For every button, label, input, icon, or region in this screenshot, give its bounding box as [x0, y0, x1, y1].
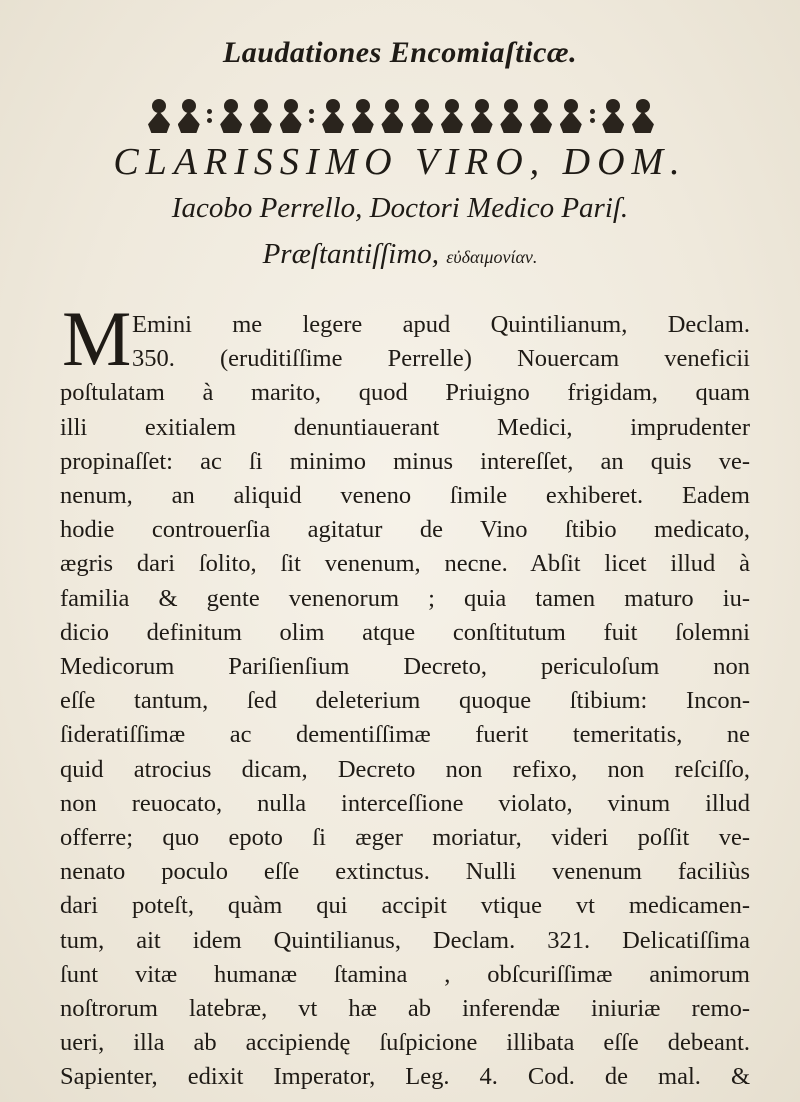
text-line: Emini me legere apud Quintilianum, Declam.	[132, 311, 750, 338]
text-line: nenato poculo eſſe extinctus. Nulli venenum faciliùs	[60, 858, 750, 886]
text-line: noſtrorum latebræ, vt hæ ab inferendæ iniuriæ remo-	[60, 995, 750, 1023]
text-line: nenum, an aliquid veneno ſimile exhiberet. Eadem	[60, 482, 750, 510]
colon-ornament-icon	[590, 109, 595, 123]
fleuron-icon	[500, 99, 522, 133]
epithet-latin: Præſtantiſſimo,	[262, 238, 447, 270]
text-line: offerre; quo epoto ſi æger moriatur, videri poſſit ve-	[60, 824, 750, 852]
text-line: ſideratiſſimæ ac dementiſſimæ fuerit temeritatis, ne	[60, 721, 750, 749]
colon-ornament-icon	[309, 109, 314, 123]
running-head: Laudationes Encomiaſticæ.	[222, 36, 578, 69]
text-line: ueri, illa ab accipiendę ſuſpicione illibata eſſe debeant.	[60, 1029, 750, 1057]
text-line: illi exitialem denuntiauerant Medici, imprudenter	[60, 413, 750, 441]
text-line: tum, ait idem Quintilianus, Declam. 321. Delicatiſſima	[60, 926, 750, 954]
text-line: hodie controuerſia agitatur de Vino ſtibio medicato,	[60, 516, 750, 544]
drop-cap: M	[62, 295, 132, 382]
ornament-band	[148, 96, 654, 136]
text-line: Sapienter, edixit Imperator, Leg. 4. Cod. de mal. &	[60, 1063, 750, 1091]
text-line: poſtulatam à marito, quod Priuigno frigidam, quam	[60, 379, 750, 407]
fleuron-icon	[381, 99, 403, 133]
fleuron-icon	[560, 99, 582, 133]
fleuron-icon	[632, 99, 654, 133]
text-line: ſunt vitæ humanæ ſtamina , obſcuriſſimæ animorum	[60, 960, 750, 988]
dedicatee-name: Iacobo Perrello, Doctori Medico Pariſ.	[171, 192, 629, 224]
text-line: quid atrocius dicam, Decreto non refixo, non reſciſſo,	[60, 755, 750, 783]
colon-ornament-icon	[207, 109, 212, 123]
text-line: dari poteſt, quàm qui accipit vtique vt medicamen-	[60, 892, 750, 920]
fleuron-icon	[530, 99, 552, 133]
fleuron-icon	[322, 99, 344, 133]
fleuron-icon	[411, 99, 433, 133]
fleuron-icon	[250, 99, 272, 133]
fleuron-icon	[471, 99, 493, 133]
fleuron-icon	[602, 99, 624, 133]
dedication-heading: CLARISSIMO VIRO, DOM.	[113, 141, 687, 183]
fleuron-icon	[178, 99, 200, 133]
fleuron-icon	[352, 99, 374, 133]
text-line: familia & gente venenorum ; quia tamen maturo iu-	[60, 584, 750, 612]
fleuron-icon	[441, 99, 463, 133]
epithet-greek: εὐδαιμονίαν.	[446, 247, 538, 267]
fleuron-icon	[220, 99, 242, 133]
text-line: 350. (eruditiſſime Perrelle) Nouercam veneficii	[132, 345, 750, 373]
text-line: dicio definitum olim atque conſtitutum fuit ſolemni	[60, 618, 750, 646]
text-line: eſſe tantum, ſed deleterium quoque ſtibium: Incon-	[60, 687, 750, 715]
text-line: non reuocato, nulla interceſſione violato, vinum illud	[60, 789, 750, 817]
fleuron-icon	[280, 99, 302, 133]
dedicatee-epithet	[0, 238, 800, 271]
text-line: ægris dari ſolito, ſit venenum, necne. Abſit licet illud à	[60, 550, 750, 578]
text-line: Medicorum Pariſienſium Decreto, periculoſum non	[60, 653, 750, 681]
body-text	[60, 308, 750, 1095]
text-line: propinaſſet: ac ſi minimo minus intereſſet, an quis ve-	[60, 447, 750, 475]
fleuron-icon	[148, 99, 170, 133]
